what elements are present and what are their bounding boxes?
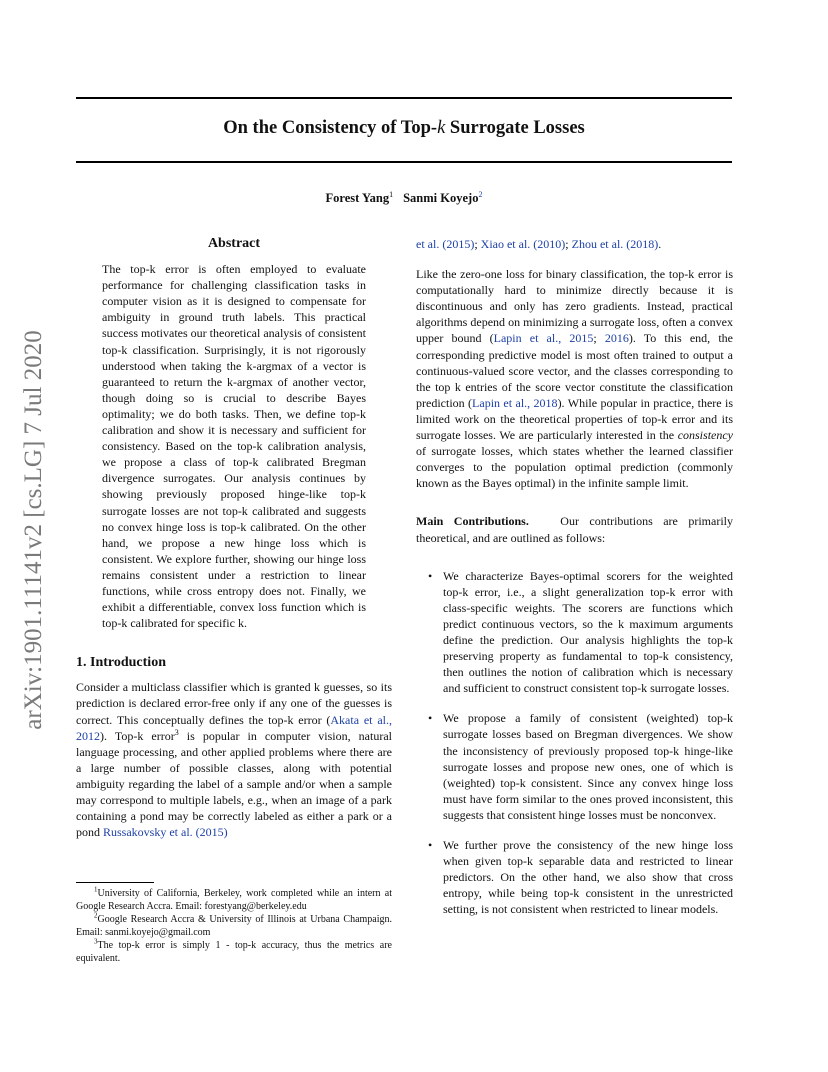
arxiv-stamp-text: arXiv:1901.11141v2 [cs.LG] 7 Jul 2020 xyxy=(20,330,47,730)
section-heading-introduction: 1. Introduction xyxy=(76,655,166,671)
author-list xyxy=(76,191,732,206)
citation-link[interactable]: Lapin et al., 2015 xyxy=(493,331,594,346)
emphasis: consistency xyxy=(677,428,733,443)
abstract-heading: Abstract xyxy=(207,236,261,251)
bullet-glyph: • xyxy=(428,568,433,583)
author-name: Forest Yang xyxy=(325,191,390,205)
intro-paragraph: Consider a multiclass classifier which is granted k guesses, so its prediction is declared error-free only if any one of the guesses is correct. This conceptually defines the top-k error (Akata et al., 2012). Top-k error$^3$ is popular in computer vision, natural language processing, and other applied problems where there are a large number of possible classes, along with potential ambiguity regarding the label of a sample and/or when a sample may correspond to multiple labels, e.g., when an image of a park containing a pond may be correctly labeled as either a park or a pond Russakovsky et al. (2015) xyxy=(76,680,392,840)
intro-paragraph-2: Like the zero-one loss for binary classification, the top-k error is computationally hard to minimize directly because it is discontinuous and only has zero gradients. Instead, practical algorithms depend on minimizing a surrogate loss, often a convex upper bound (Lapin et al., 2015; 2016). To this end, the corresponding predictive model is most often trained to output a continuous-valued score vector, and the classes corresponding to the top k entries of the score vector constitute the classification prediction (Lapin et al., 2018). While popular in practice, there is limited work on the theoretical properties of top-k error and its surrogate losses. We are particularly interested in the consistency of surrogate losses, which states whether the learned classifier converges to the population optimal prediction (commonly known as the Bayes optimal) in the infinite sample limit. xyxy=(416,267,733,491)
intro-paragraph-continued: et al. (2015); Xiao et al. (2010); Zhou et al. (2018). xyxy=(416,237,662,251)
run-in-heading: Main Contributions. xyxy=(416,514,529,529)
footnote-3: $^3$The top-k error is simply 1 - top-k accuracy, thus the metrics are equivalent. xyxy=(76,937,392,964)
bullet-glyph: • xyxy=(428,711,433,726)
citation-link[interactable]: 2016 xyxy=(604,331,629,346)
contributions-list xyxy=(416,568,733,918)
left-column xyxy=(76,236,392,986)
footnote-mark[interactable]: 3 xyxy=(174,727,179,737)
author-affiliation-mark[interactable]: 2 xyxy=(478,189,483,199)
citation-link[interactable]: Xiao et al. (2010) xyxy=(480,237,566,251)
bullet-glyph: • xyxy=(428,838,433,852)
title-text-pre: On the Consistency of Top- xyxy=(223,118,438,138)
citation-link[interactable]: et al. (2015) xyxy=(416,237,475,251)
contributions-intro: Main Contributions. Our contributions are primarily theoretical, and are outlined as follows: xyxy=(416,514,734,545)
citation-link[interactable]: Akata et al., 2012 xyxy=(76,712,392,743)
citation-link[interactable]: Lapin et al., 2018 xyxy=(472,395,558,410)
title-rule-bottom xyxy=(76,161,732,163)
title-text-post: Surrogate Losses xyxy=(445,118,585,138)
paper-title xyxy=(76,118,732,139)
right-column xyxy=(416,236,733,976)
citation-link[interactable]: Russakovsky et al. (2015) xyxy=(103,825,228,840)
footnote-1: $^1$University of California, Berkeley, work completed while an intern at Google Research Accra. Email: forestyang@berkeley.edu xyxy=(76,885,392,912)
citation-link[interactable]: Zhou et al. (2018) xyxy=(571,237,659,251)
list-item: • We further prove the consistency of the new hinge loss when given top-k separable data and restricted to linear predictors. On the other hand, we also show that cross entropy, while being top-k consistent in the unrestricted setting, is not consistent when restricted to linear models. xyxy=(428,838,733,917)
footnotes xyxy=(76,882,392,965)
list-item: • We characterize Bayes-optimal scorers for the weighted top-k error, i.e., a slight generalization top-k error with class-specific weights. The scorers are functions which predict continuous vectors, so the k maximum arguments define the prediction. Our analysis highlights the top-k preserving property as fundamental to top-k consistency, then outlines the notion of calibration which is necessary and sufficient to construct consistent top-k surrogate losses. xyxy=(428,568,733,696)
list-item: • We propose a family of consistent (weighted) top-k surrogate losses based on Bregman divergences. We show the inconsistency of previously proposed top-k hinge-like surrogate losses and propose new ones, one of which is (weighted) top-k consistent. Since any convex hinge loss must have form similar to the ones proved inconsistent, this suggests that consistent hinge losses must be nonconvex. xyxy=(428,711,733,822)
footnote-2: $^2$Google Research Accra & University of Illinois at Urbana Champaign. Email: sanmi.koyejo@gmail.com xyxy=(76,911,392,938)
arxiv-stamp xyxy=(14,300,54,760)
title-rule-top xyxy=(76,97,732,99)
author-name: Sanmi Koyejo xyxy=(403,191,479,205)
abstract-body: The top-k error is often employed to evaluate performance for challenging classification tasks in computer vision as it is designed to compensate for ambiguity in ground truth labels. This practical success motivates our theoretical analysis of consistent top-k classification. Surprisingly, it is not rigorously understood when taking the k-argmax of a vector is guaranteed to return the k-argmax of another vector, though doing so is crucial to describe Bayes optimality; we do both tasks. Then, we define top-k calibration and show it is necessary and sufficient for consistency. Based on the top-k calibration analysis, we propose a class of top-k calibrated Bregman divergence surrogates. Our analysis continues by showing previously proposed hinge-like top-k surrogate losses are not top-k calibrated and suggests no convex hinge loss is top-k calibrated. On the other hand, we propose a new hinge loss which is consistent. We explore further, showing our hinge loss remains consistent under a restriction to linear functions, while cross entropy does not. Finally, we exhibit a differentiable, convex loss function which is top-k calibrated for specific k. xyxy=(102,262,366,631)
author-affiliation-mark: 1 xyxy=(389,189,394,199)
title-var-k: k xyxy=(437,118,446,138)
footnote-rule xyxy=(76,882,154,883)
